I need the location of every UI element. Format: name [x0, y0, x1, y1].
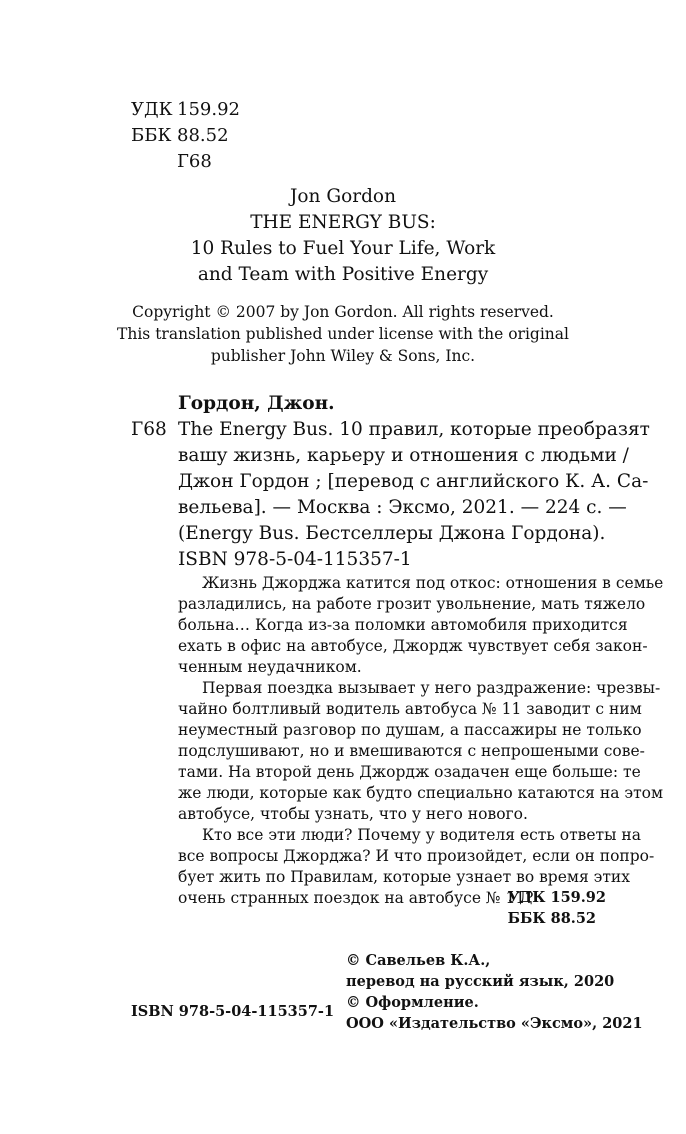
bottom-codes: [508, 887, 606, 929]
original-line: and Team with Positive Energy: [197, 264, 489, 285]
bottom-udk: УДК 159.92: [507, 889, 606, 906]
original-line: Jon Gordon: [289, 186, 396, 207]
annotation-line: ченным неудачником.: [178, 658, 362, 676]
isbn-bottom: ISBN 978-5-04-115357-1: [131, 1003, 335, 1020]
original-line: THE ENERGY BUS:: [250, 212, 436, 233]
bib-line: Джон Гордон ; [перевод с английского К. А. Са-: [178, 471, 649, 492]
original-line: 10 Rules to Fuel Your Life, Work: [190, 238, 496, 259]
rights-line: перевод на русский язык, 2020: [346, 973, 615, 990]
annotation-line: Кто все эти люди? Почему у водителя есть ответы на: [202, 826, 641, 844]
annotation-line: Первая поездка вызывает у него раздражение: чрезвы-: [202, 679, 661, 697]
bottom-bbk: ББК 88.52: [507, 910, 597, 927]
copyright-en-block: [0, 301, 686, 367]
author-mark-line: [131, 149, 212, 175]
annotation-line: очень странных поездок на автобусе № 11?: [178, 889, 534, 907]
annotation-line: все вопросы Джорджа? И что произойдет, если он попро-: [178, 847, 655, 865]
annotation-line: подслушивают, но и вмешиваются с непрошеными сове-: [178, 742, 645, 760]
original-title-block: [0, 184, 686, 288]
bbk-label: ББК: [131, 125, 172, 146]
annotation-line: неуместный разговор по душам, а пассажиры не только: [178, 721, 642, 739]
annotation-line: автобусе, чтобы узнать, что у него нового.: [178, 805, 528, 823]
author-mark: Г68: [177, 151, 212, 172]
udk-value: 159.92: [177, 99, 240, 120]
udk-line: [131, 97, 240, 123]
rights-line: © Савельев К.А.,: [346, 952, 491, 969]
rights-line: © Оформление.: [346, 994, 479, 1011]
bib-line: вельева]. — Москва : Эксмо, 2021. — 224 с. —: [178, 497, 627, 518]
author-heading: Гордон, Джон.: [178, 393, 335, 414]
annotation-line: разладились, на работе грозит увольнение, мать тяжело: [178, 595, 646, 613]
annotation-line: больна… Когда из-за поломки автомобиля приходится: [178, 616, 628, 634]
annotation-line: Жизнь Джорджа катится под откос: отношения в семье: [202, 574, 664, 592]
annotation: [178, 573, 664, 909]
copyright-line: Copyright © 2007 by Jon Gordon. All rights reserved.: [132, 303, 554, 321]
annotation-line: же люди, которые как будто специально катаются на этом: [178, 784, 664, 802]
bib-line: The Energy Bus. 10 правил, которые преобразят: [178, 419, 650, 440]
bbk-value: 88.52: [177, 125, 229, 146]
udk-label: УДК: [131, 99, 173, 120]
copyright-line: publisher John Wiley & Sons, Inc.: [210, 347, 476, 365]
isbn-main: ISBN 978-5-04-115357-1: [178, 549, 412, 570]
annotation-line: тами. На второй день Джордж озадачен еще больше: те: [178, 763, 641, 781]
copyright-line: This translation published under license with the original: [117, 325, 569, 343]
bib-line: вашу жизнь, карьеру и отношения с людьми /: [178, 445, 629, 466]
annotation-line: чайно болтливый водитель автобуса № 11 заводит с ним: [178, 700, 642, 718]
annotation-line: бует жить по Правилам, которые узнает во время этих: [178, 868, 630, 886]
annotation-line: ехать в офис на автобусе, Джордж чувствует себя закон-: [178, 637, 648, 655]
rights-block: [346, 950, 643, 1034]
bibliographic-description: [178, 417, 650, 547]
bbk-line: [131, 123, 229, 149]
bib-line: (Energy Bus. Бестселлеры Джона Гордона).: [178, 523, 606, 544]
rights-line: ООО «Издательство «Эксмо», 2021: [346, 1015, 643, 1032]
bib-author-mark: Г68: [131, 419, 167, 440]
